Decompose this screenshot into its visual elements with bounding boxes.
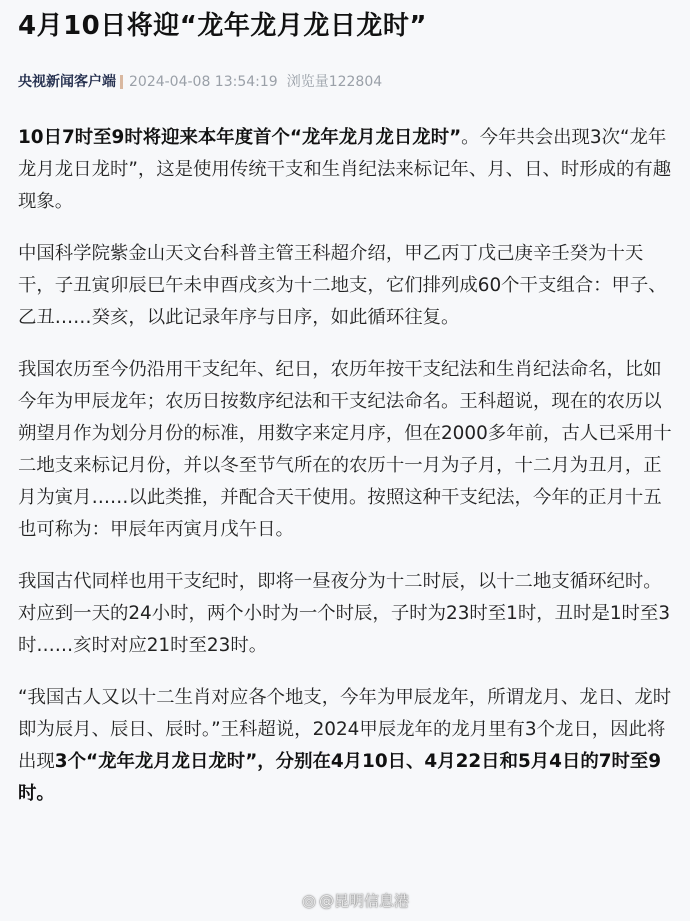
paragraph-3: 我国农历至今仍沿用干支纪年、纪日，农历年按干支纪法和生肖纪法命名，比如今年为甲辰龙年；农历日按数序纪法和干支纪法命名。王科超说，现在的农历以朔望月作为划分月份的标准，用数字来定月序，但在2000多年前，古人已采用十二地支来标记月份，并以冬至节气所在的农历十一月为子月，十二月为丑月，正月为寅月……以此类推，并配合天干使用。按照这种干支纪法，今年的正月十五也可称为：甲辰年丙寅月戊午日。: [18, 359, 672, 540]
paragraph-2: 中国科学院紫金山天文台科普主管王科超介绍，甲乙丙丁戊己庚辛壬癸为十天干，子丑寅卯辰巳午未申酉戌亥为十二地支，它们排列成60个干支组合：甲子、乙丑……癸亥，以此记录年序与日序，如此循环往复。: [18, 243, 667, 328]
weibo-icon: ◎: [302, 891, 316, 910]
article-title: 4月10日将迎“龙年龙月龙日龙时”: [18, 11, 427, 41]
highlight-text: 3个“龙年龙月龙日龙时”，分别在4月10日、4月22日和5月4日的7时至9时。: [18, 751, 662, 804]
paragraph-5: [18, 682, 676, 810]
paragraph-1: [18, 122, 676, 218]
view-count: 浏览量122804: [286, 74, 383, 90]
article-meta: [18, 72, 382, 92]
divider: [120, 75, 123, 89]
watermark-text: @昆明信息港: [318, 892, 409, 910]
paragraph-text: 。今年共会出现3次“龙年龙月龙日龙时”，这是使用传统干支和生肖纪法来标记年、月、日、时形成的有趣现象。: [18, 127, 672, 212]
watermark: [302, 890, 409, 911]
article-body: [18, 122, 676, 830]
publish-datetime: 2024-04-08 13:54:19: [129, 74, 278, 90]
highlight-text: 10日7时至9时将迎来本年度首个“龙年龙月龙日龙时”: [18, 127, 462, 148]
source-link[interactable]: 央视新闻客户端: [18, 74, 116, 90]
paragraph-4: 我国古代同样也用干支纪时，即将一昼夜分为十二时辰，以十二地支循环纪时。对应到一天的24小时，两个小时为一个时辰，子时为23时至1时，丑时是1时至3时……亥时对应21时至23时。: [18, 571, 671, 656]
paragraph-text: “我国古人又以十二生肖对应各个地支，今年为甲辰龙年，所谓龙月、龙日、龙时即为辰月、辰日、辰时。”王科超说，2024甲辰龙年的龙月里有3个龙日，因此将出现: [18, 687, 672, 772]
